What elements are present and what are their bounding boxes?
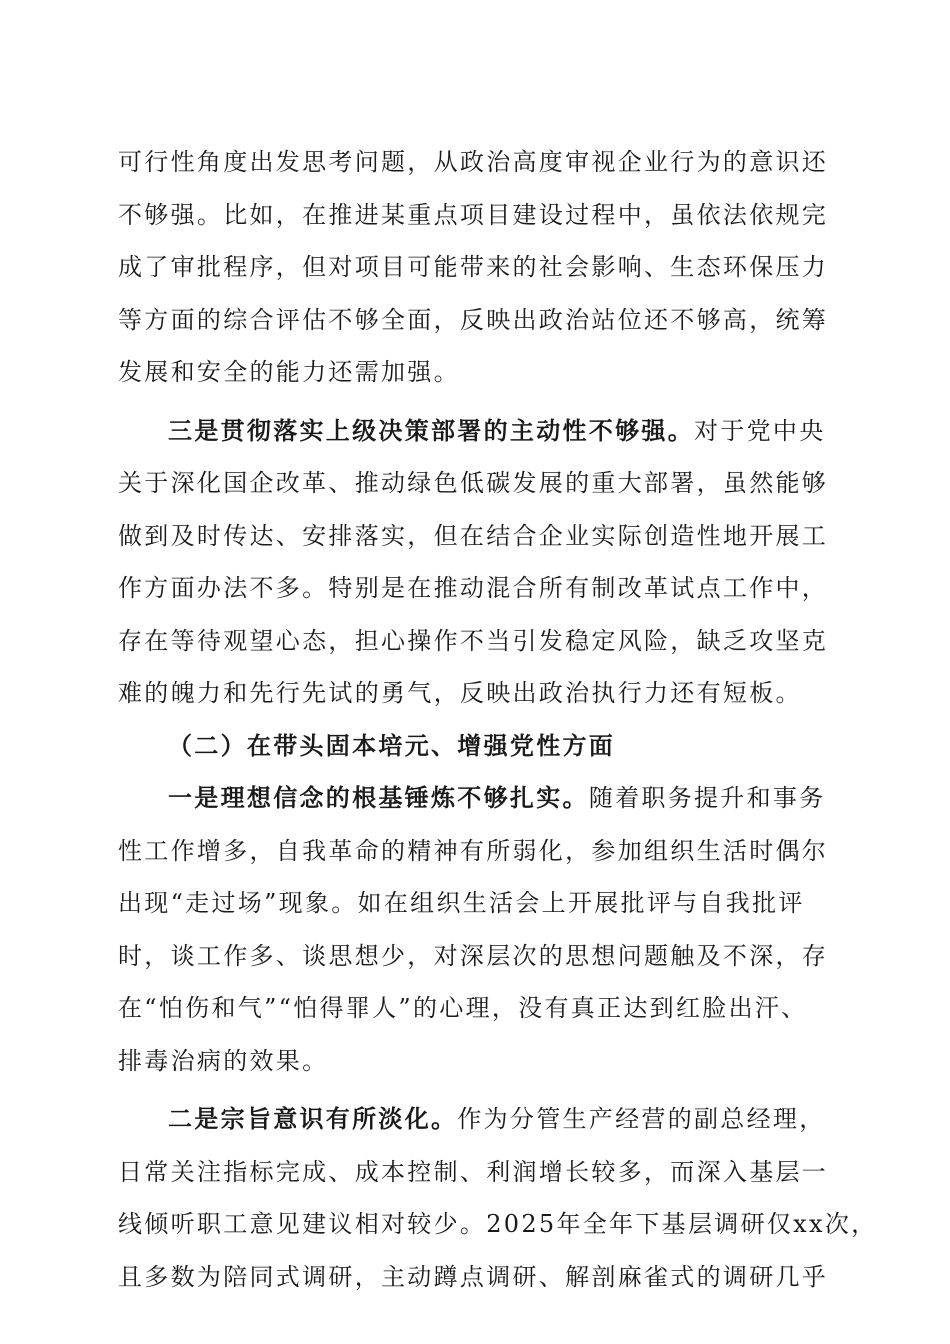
- text-line: 时，谈工作多、谈思想少，对深层次的思想问题触及不深，存: [118, 941, 829, 970]
- section-heading: （二）在带头固本培元、增强党性方面: [168, 730, 616, 760]
- text-line: 出现“走过场”现象。如在组织生活会上开展批评与自我批评: [118, 889, 805, 917]
- text-line: 可行性角度出发思考问题，从政治高度审视企业行为的意识还: [118, 148, 829, 176]
- text-line: 日常关注指标完成、成本控制、利润增长较多，而深入基层一: [118, 1157, 829, 1186]
- paragraph-3: [118, 772, 838, 1087]
- text-line: [118, 405, 838, 458]
- paragraph-text: 随着职务提升和事务: [588, 784, 826, 812]
- paragraph-lead: 二是宗旨意识有所淡化。: [168, 1104, 458, 1133]
- text-line: 排毒治病的效果。: [118, 1046, 329, 1075]
- paragraph-text: 对于党中央: [694, 416, 826, 445]
- text-line: [118, 1093, 838, 1146]
- text-line: 在“怕伤和气”“怕得罪人”的心理，没有真正达到红脸出汗、: [118, 994, 808, 1022]
- text-line: 存在等待观望心态，担心操作不当引发稳定风险，缺乏攻坚克: [118, 626, 829, 655]
- paragraph-2: [118, 405, 838, 720]
- paragraph-4: [118, 1093, 878, 1303]
- text-line: 关于深化国企改革、推动绿色低碳发展的重大部署，虽然能够: [118, 469, 829, 497]
- paragraph-1: [118, 136, 838, 399]
- text-line: 等方面的综合评估不够全面，反映出政治站位还不够高，统筹: [118, 305, 829, 334]
- text-line: 成了审批程序，但对项目可能带来的社会影响、生态环保压力: [118, 253, 829, 281]
- paragraph-lead: 三是贯彻落实上级决策部署的主动性不够强。: [168, 415, 694, 445]
- text-line: 做到及时传达、安排落实，但在结合企业实际创造性地开展工: [118, 521, 829, 550]
- text-line: 发展和安全的能力还需加强。: [118, 358, 460, 386]
- text-line: [118, 772, 838, 825]
- document-page: [118, 136, 878, 1303]
- text-line: 性工作增多，自我革命的精神有所弱化，参加组织生活时偶尔: [118, 836, 829, 865]
- text-line: 难的魄力和先行先试的勇气，反映出政治执行力还有短板。: [118, 679, 802, 707]
- paragraph-text: 作为分管生产经营的副总经理，: [457, 1105, 826, 1133]
- text-line: 且多数为陪同式调研，主动蹲点调研、解剖麻雀式的调研几乎: [118, 1262, 829, 1291]
- text-line: 线倾听职工意见建议相对较少。2025年全年下基层调研仅xx次，: [118, 1210, 878, 1238]
- paragraph-lead: 一是理想信念的根基锤炼不够扎实。: [168, 783, 589, 812]
- text-line: 作方面办法不多。特别是在推动混合所有制改革试点工作中，: [118, 574, 829, 602]
- text-line: 不够强。比如，在推进某重点项目建设过程中，虽依法依规完: [118, 200, 829, 229]
